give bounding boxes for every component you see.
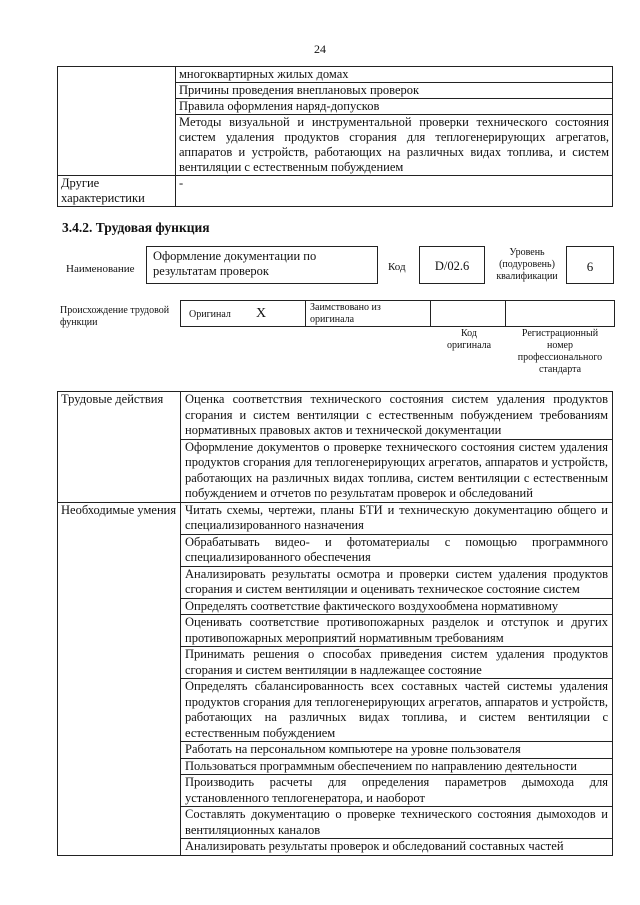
row-label: Трудовые действия [58,392,181,503]
original-cell [180,300,306,327]
table-cell: Обрабатывать видео- и фотоматериалы с помощью программного специализированного обеспечения [181,534,613,566]
row-label: Другие характеристики [58,176,176,207]
borrowed-cell: Заимствовано из оригинала [305,300,431,327]
table-cell: Принимать решения о способах приведения систем удаления продуктов сгорания и систем вентиляции в надлежащее состояние [181,647,613,679]
name-value: Оформление документации по результатам проверок [146,246,378,284]
code-label: Код [388,261,406,273]
origin-label: Происхождение трудовой функции [60,305,170,328]
table-cell: многоквартирных жилых домах [176,67,613,83]
reg-number-cell [505,300,615,327]
table-cell: Работать на персональном компьютере на уровне пользователя [181,742,613,759]
function-table [57,391,613,856]
page-number: 24 [314,42,326,56]
table-cell: Производить расчеты для определения параметров дымохода для установленного теплогенератора, и наоборот [181,775,613,807]
table-cell: Определять соответствие фактического воздухообмена нормативному [181,598,613,615]
table-cell: Определять сбалансированность всех составных частей системы удаления продуктов сгорания для теплогенерирующих агрегатов, аппаратов и устройств, работающих на различных видах топлива, и систем вентиляции с естественным побуждением [181,679,613,742]
table-cell: Читать схемы, чертежи, планы БТИ и техническую документацию общего и специализированного назначения [181,502,613,534]
name-label: Наименование [66,263,135,275]
knowledge-table [57,66,613,207]
table-cell: Анализировать результаты проверок и обследований составных частей [181,839,613,856]
reg-number-label: Регистрационный номер профессионального стандарта [517,328,603,375]
row-label: Необходимые умения [58,502,181,855]
table-cell: Пользоваться программным обеспечением по направлению деятельности [181,758,613,775]
code-original-label: Код оригинала [446,328,492,351]
level-label: Уровень (подуровень) квалификации [496,247,558,282]
table-cell: Оценивать соответствие противопожарных разделок и отступок и других противопожарных мероприятий нормативным требованиям [181,615,613,647]
code-value: D/02.6 [419,246,485,284]
table-cell: Оценка соответствия технического состояния систем удаления продуктов сгорания и систем вентиляции с естественным побуждением требованиям нормативных правовых актов и технической документации [181,392,613,440]
table-cell: Анализировать результаты осмотра и проверки систем удаления продуктов сгорания и систем вентиляции и оценивать техническое состояние систем [181,566,613,598]
code-original-cell [430,300,506,327]
level-value: 6 [566,246,614,284]
table-cell: Составлять документацию о проверке технического состояния дымоходов и вентиляционных каналов [181,807,613,839]
table-cell: Причины проведения внеплановых проверок [176,83,613,99]
row-label [58,67,176,176]
table-cell: - [176,176,613,207]
table-cell: Правила оформления наряд-допусков [176,99,613,115]
section-title: 3.4.2. Трудовая функция [62,220,210,235]
table-cell: Оформление документов о проверке технического состояния систем удаления продуктов сгорания для теплогенерирующих агрегатов, аппаратов и устройств, работающих на различных видах топлива, систем вентиляции с естественным побуждением и отчетов по результатам проверок и обследований [181,439,613,502]
original-label: Оригинал [189,309,231,320]
original-mark: X [256,306,267,321]
table-cell: Методы визуальной и инструментальной проверки технического состояния систем удаления продуктов сгорания для теплогенерирующих агрегатов, аппаратов и устройств, работающих на различных видах топлива, и систем вентиляции с естественным побуждением [176,115,613,176]
